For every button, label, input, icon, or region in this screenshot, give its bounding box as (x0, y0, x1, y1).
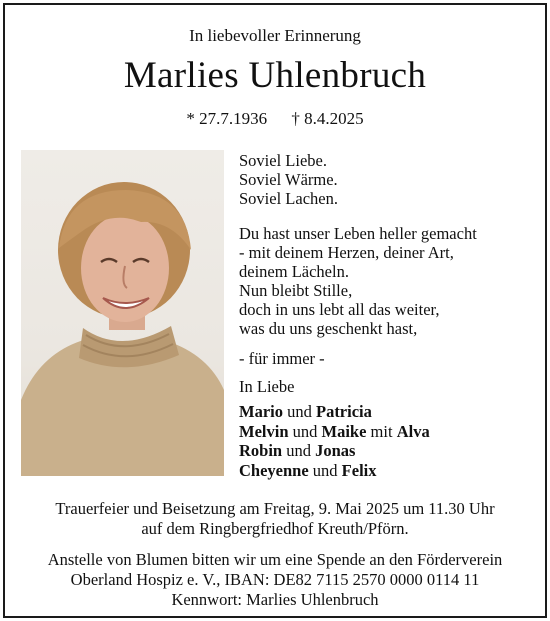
conjunction: und (312, 460, 338, 480)
family-signature (239, 402, 430, 480)
donation-iban-line: Oberland Hospiz e. V., IBAN: DE82 7115 2570 0000 0114 11 (70, 570, 480, 589)
poem-stanza-2: Du hast unser Leben heller gemacht - mit deinem Herzen, deiner Art, deinem Lächeln. Nun bleibt Stille, doch in uns lebt all das weiter, was du uns geschenkt hast, (239, 224, 477, 338)
family-member: Patricia (315, 402, 372, 421)
intro-text: In liebevoller Erinnerung (189, 26, 361, 45)
conjunction: und (286, 441, 311, 460)
funeral-info (5, 499, 545, 539)
deceased-name: Marlies Uhlenbruch (123, 55, 427, 96)
family-line (239, 461, 430, 481)
family-member: Robin (239, 441, 283, 460)
family-member: Mario (239, 402, 283, 421)
poem-in-love: In Liebe (239, 377, 295, 396)
poem-forever: - für immer - (239, 349, 325, 368)
conjunction: mit (370, 421, 393, 441)
family-line (239, 422, 430, 442)
family-member: Melvin (239, 421, 289, 441)
family-member: Alva (396, 421, 430, 441)
family-member: Cheyenne (239, 460, 309, 480)
life-dates (5, 109, 545, 129)
family-member: Jonas (315, 441, 356, 460)
obituary-card (3, 3, 547, 618)
family-member: Felix (341, 460, 377, 480)
poem-stanza-1: Soviel Liebe. Soviel Wärme. Soviel Lachen. (239, 151, 338, 208)
birth-date: * 27.7.1936 (186, 109, 268, 128)
donation-keyword-line: Kennwort: Marlies Uhlenbruch (171, 590, 379, 609)
death-date: † 8.4.2025 (291, 109, 364, 128)
family-line (239, 402, 430, 422)
funeral-date-line: Trauerfeier und Beisetzung am Freitag, 9. Mai 2025 um 11.30 Uhr (55, 499, 495, 518)
family-member: Maike (321, 421, 367, 441)
family-line (239, 441, 430, 461)
portrait-photo (21, 150, 224, 476)
donation-info (5, 550, 545, 610)
donation-request-line: Anstelle von Blumen bitten wir um eine Spende an den Förderverein (47, 550, 503, 569)
conjunction: und (287, 402, 312, 421)
conjunction: und (292, 421, 318, 441)
funeral-location-line: auf dem Ringbergfriedhof Kreuth/Pförn. (141, 519, 409, 538)
